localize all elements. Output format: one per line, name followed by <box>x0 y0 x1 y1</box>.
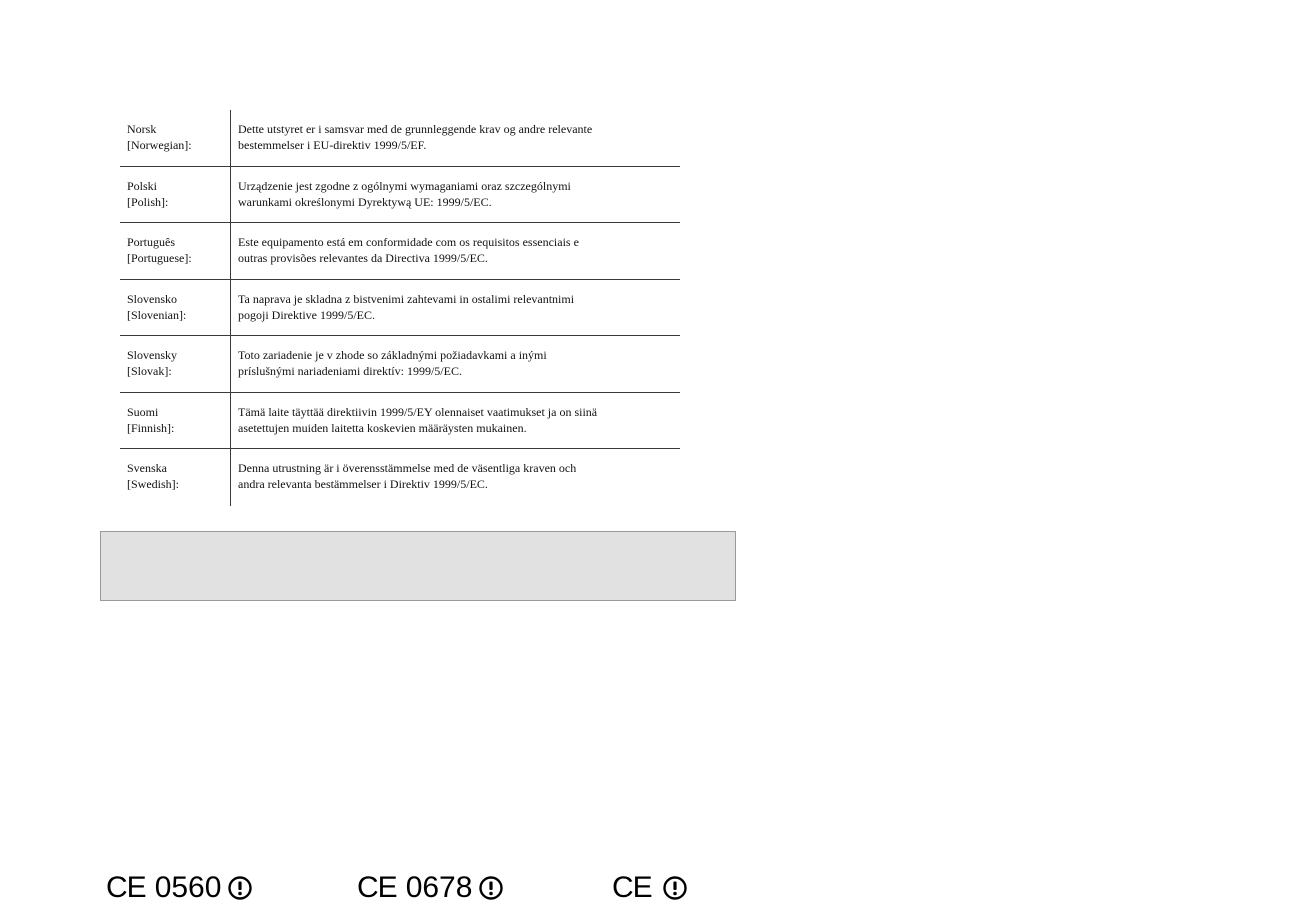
language-label <box>127 347 227 379</box>
language-name: Slovensky <box>127 348 178 362</box>
language-label <box>127 234 227 266</box>
declaration-line: outras provisões relevantes da Directiva 1999/5/EC. <box>238 251 488 265</box>
language-label <box>127 291 227 323</box>
language-label <box>127 460 227 492</box>
declaration-text <box>238 460 678 492</box>
language-label <box>127 121 227 153</box>
declaration-text <box>238 234 678 266</box>
declaration-line: Ta naprava je skladna z bistvenimi zahtevami in ostalimi relevantnimi <box>238 291 575 306</box>
alert-circle-icon <box>662 875 688 901</box>
ce-symbol: CE <box>612 871 652 904</box>
language-name: Norsk <box>127 122 157 136</box>
ce-mark-0560 <box>106 868 253 908</box>
declaration-text <box>238 404 678 436</box>
declaration-line: pogoji Direktive 1999/5/EC. <box>238 307 375 322</box>
declaration-line: asetettujen muiden laitetta koskevien määräysten mukainen. <box>238 420 527 435</box>
language-english-name: [Slovak]: <box>127 364 172 378</box>
language-name: Slovensko <box>127 291 178 306</box>
language-label <box>127 404 227 436</box>
declaration-line: Este equipamento está em conformidade com os requisitos essenciais e <box>238 235 579 249</box>
declaration-row-polish <box>120 167 680 224</box>
language-name: Suomi <box>127 404 159 419</box>
notified-body-number: 0560 <box>154 871 222 904</box>
declaration-line: príslušnými nariadeniami direktív: 1999/5/EC. <box>238 364 462 378</box>
declaration-line: Denna utrustning är i överensstämmelse med de väsentliga kraven och <box>238 461 577 475</box>
language-name: Svenska <box>127 461 167 475</box>
declaration-line: andra relevanta bestämmelser i Direktiv 1999/5/EC. <box>238 477 488 491</box>
notified-body-number: 0678 <box>405 871 473 904</box>
ce-mark-plain <box>612 868 688 908</box>
declaration-line: Urządzenie jest zgodne z ogólnymi wymaganiami oraz szczególnymi <box>238 178 571 193</box>
language-english-name: [Polish]: <box>127 194 169 209</box>
declaration-line: Tämä laite täyttää direktiivin 1999/5/EY olennaiset vaatimukset ja on siinä <box>238 404 598 419</box>
language-english-name: [Portuguese]: <box>127 251 192 265</box>
declaration-text <box>238 291 678 323</box>
declaration-line: Toto zariadenie je v zhode so základnými požiadavkami a inými <box>238 348 547 362</box>
language-english-name: [Swedish]: <box>127 477 179 491</box>
note-box <box>100 531 736 601</box>
declaration-row-swedish <box>120 449 680 506</box>
declaration-text <box>238 178 678 210</box>
declaration-row-slovak <box>120 336 680 393</box>
alert-circle-icon <box>227 875 253 901</box>
language-english-name: [Norwegian]: <box>127 138 192 152</box>
declaration-row-portuguese <box>120 223 680 280</box>
declaration-line: Dette utstyret er i samsvar med de grunnleggende krav og andre relevante <box>238 122 593 136</box>
declaration-text <box>238 121 678 153</box>
declaration-row-finnish <box>120 393 680 450</box>
ce-mark-0678 <box>357 868 504 908</box>
declaration-table <box>120 110 680 506</box>
language-name: Português <box>127 235 175 249</box>
ce-symbol: CE <box>106 871 146 904</box>
ce-marks <box>0 868 1295 912</box>
language-name: Polski <box>127 178 158 193</box>
language-english-name: [Slovenian]: <box>127 307 187 322</box>
ce-symbol: CE <box>357 871 397 904</box>
language-english-name: [Finnish]: <box>127 420 175 435</box>
declaration-line: bestemmelser i EU-direktiv 1999/5/EF. <box>238 138 427 152</box>
declaration-row-norwegian <box>120 110 680 167</box>
language-label <box>127 178 227 210</box>
declaration-text <box>238 347 678 379</box>
declaration-row-slovenian <box>120 280 680 337</box>
declaration-line: warunkami określonymi Dyrektywą UE: 1999/5/EC. <box>238 194 492 209</box>
alert-circle-icon <box>478 875 504 901</box>
